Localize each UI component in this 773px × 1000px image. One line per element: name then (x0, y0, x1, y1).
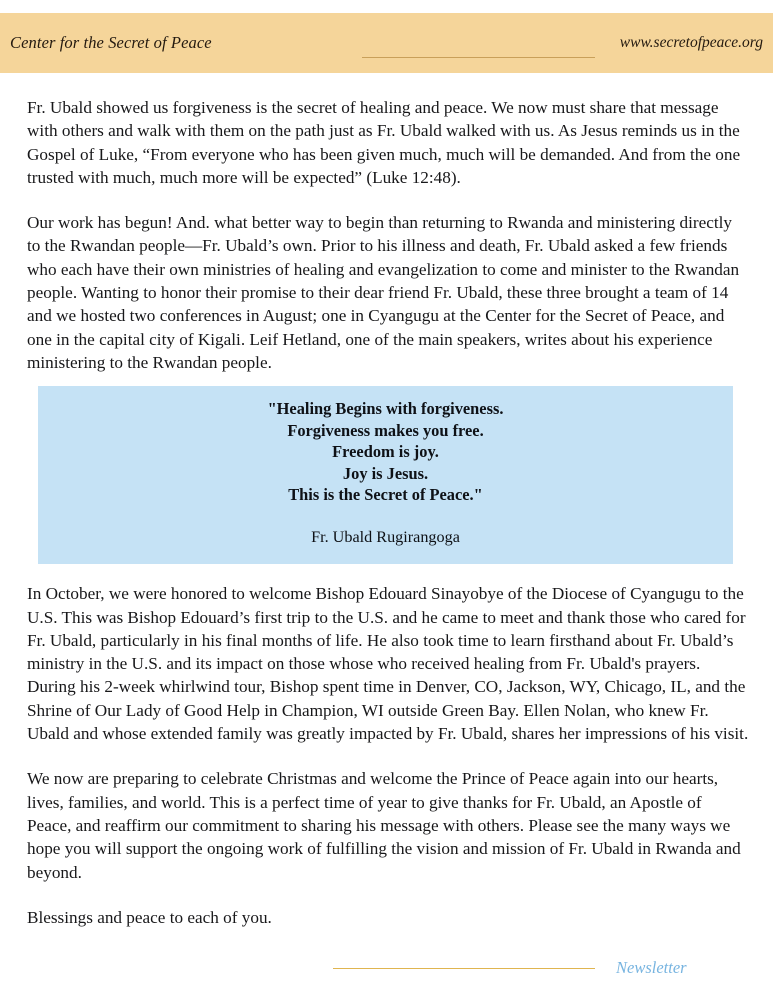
header-divider-rule (362, 57, 595, 58)
footer-divider-rule (333, 968, 595, 969)
quote-line-1: "Healing Begins with forgiveness. (267, 399, 504, 419)
quote-callout-box (38, 386, 733, 564)
page-header (0, 13, 773, 73)
document-body (27, 96, 749, 951)
paragraph-1: Fr. Ubald showed us forgiveness is the secret of healing and peace. We now must share that message with others and walk with them on the path just as Fr. Ubald walked with us. As Jesus reminds us in the Gospel of Luke, “From everyone who has been given much, much will be demanded. And from the one trusted with much, much more will be expected” (Luke 12:48). (27, 98, 741, 187)
page-footer (0, 955, 773, 995)
organization-title: Center for the Secret of Peace (10, 33, 212, 52)
paragraph-3: In October, we were honored to welcome Bishop Edouard Sinayobye of the Diocese of Cyangugu to the U.S. This was Bishop Edouard’s first trip to the U.S. and he came to meet and thank those who cared for Fr. Ubald, particularly in his final months of life. He also took time to learn firsthand about Fr. Ubald’s ministry in the U.S. and its impact on those whose who received healing from Fr. Ubald's prayers. During his 2-week whirlwind tour, Bishop spent time in Denver, CO, Jackson, WY, Chicago, IL, and the Shrine of Our Lady of Good Help in Champion, WI outside Green Bay. Ellen Nolan, who knew Fr. Ubald and whose extended family was greatly impacted by Fr. Ubald, shares her impressions of his visit. (27, 584, 749, 744)
quote-line-2: Forgiveness makes you free. (287, 420, 484, 440)
quote-attribution: Fr. Ubald Rugirangoga (311, 527, 460, 546)
quote-line-5: This is the Secret of Peace." (288, 485, 483, 505)
paragraph-2: Our work has begun! And. what better way to begin than returning to Rwanda and ministering directly to the Rwandan people—Fr. Ubald’s own. Prior to his illness and death, Fr. Ubald asked a few friends who each have their own ministries of healing and evangelization to come and minister to the Rwandan people. Wanting to honor their promise to their dear friend Fr. Ubald, these three brought a team of 14 and we hosted two conferences in August; one in Cyangugu at the Center for the Secret of Peace, and one in the capital city of Kigali. Leif Hetland, one of the main speakers, writes about his experience ministering to the Rwandan people. (27, 213, 740, 372)
footer-newsletter-label: Newsletter (616, 958, 687, 977)
quote-line-3: Freedom is joy. (332, 442, 439, 462)
paragraph-4: We now are preparing to celebrate Christmas and welcome the Prince of Peace again into our hearts, lives, families, and world. This is a perfect time of year to give thanks for Fr. Ubald, an Apostle of Peace, and reaffirm our commitment to sharing his message with others. Please see the many ways we hope you will support the ongoing work of fulfilling the vision and mission of Fr. Ubald in Rwanda and beyond. (27, 769, 741, 882)
paragraph-5-closing: Blessings and peace to each of you. (27, 907, 272, 927)
quote-line-4: Joy is Jesus. (342, 463, 429, 483)
website-url[interactable]: www.secretofpeace.org (619, 34, 763, 51)
